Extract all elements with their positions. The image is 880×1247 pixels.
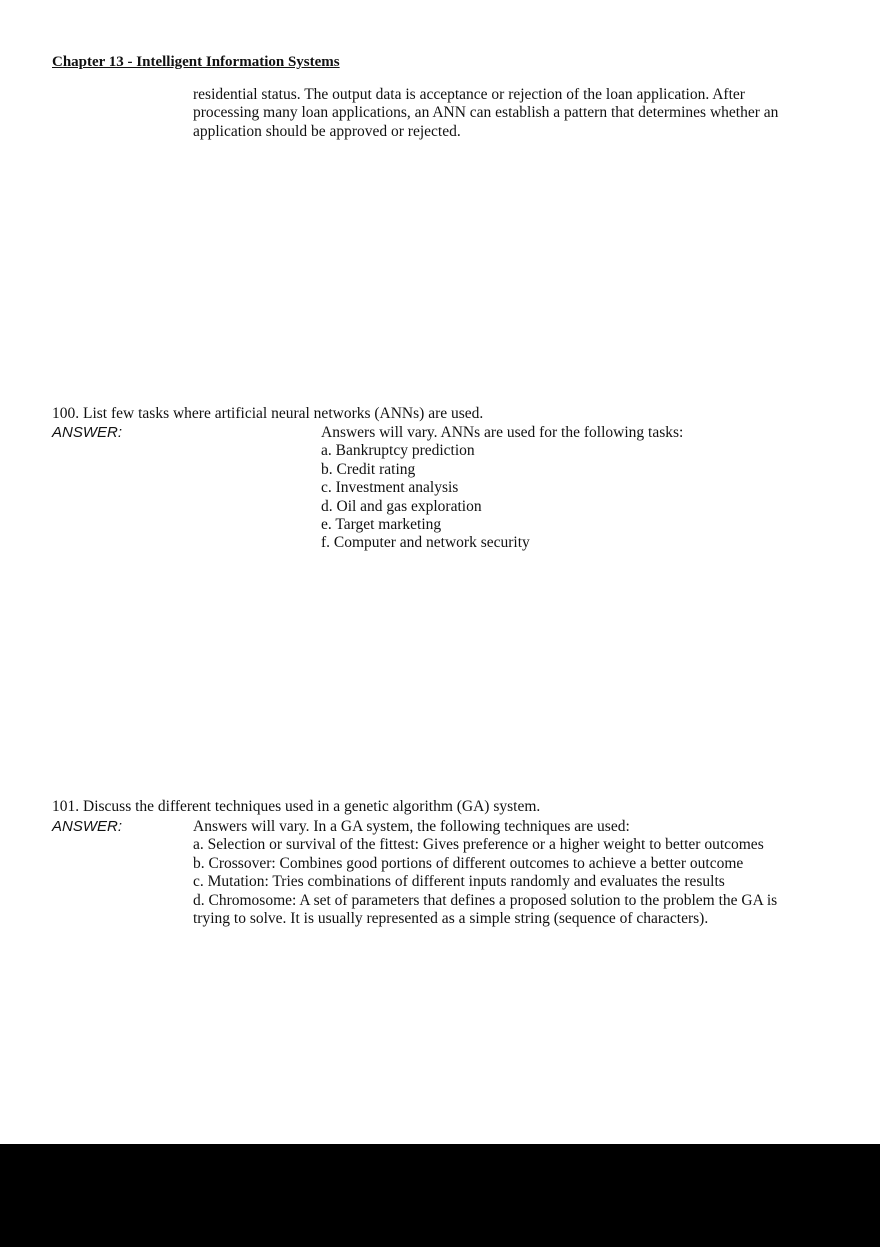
question-101: 101. Discuss the different techniques used in a genetic algorithm (GA) system.	[52, 798, 541, 815]
answer-item: a. Selection or survival of the fittest: Gives preference or a higher weight to better outcomes	[193, 836, 764, 854]
paragraph-line: application should be approved or rejected.	[193, 122, 461, 140]
answer-label-101: ANSWER:	[52, 818, 123, 835]
continuation-paragraph	[193, 86, 778, 141]
paragraph-line: residential status. The output data is acceptance or rejection of the loan application. After	[193, 86, 745, 103]
question-100: 100. List few tasks where artificial neural networks (ANNs) are used.	[52, 405, 484, 422]
answer-item: b. Credit rating	[321, 460, 416, 478]
answer-item: e. Target marketing	[321, 516, 442, 534]
answer-item: d. Oil and gas exploration	[321, 497, 482, 515]
answer-101	[193, 818, 777, 928]
answer-item: c. Mutation: Tries combinations of different inputs randomly and evaluates the results	[193, 873, 725, 891]
answer-label-100: ANSWER:	[52, 424, 123, 441]
answer-intro: Answers will vary. ANNs are used for the following tasks:	[321, 424, 684, 441]
bottom-black-bar	[0, 1144, 880, 1247]
answer-item: d. Chromosome: A set of parameters that defines a proposed solution to the problem the GA is	[193, 891, 778, 909]
answer-item: trying to solve. It is usually represented as a simple string (sequence of characters).	[193, 910, 709, 928]
answer-item: f. Computer and network security	[321, 534, 530, 552]
answer-item: c. Investment analysis	[321, 479, 459, 497]
answer-item: a. Bankruptcy prediction	[321, 442, 475, 460]
chapter-header: Chapter 13 - Intelligent Information Systems	[52, 54, 340, 70]
answer-100	[321, 424, 683, 553]
answer-item: b. Crossover: Combines good portions of different outcomes to achieve a better outcome	[193, 854, 744, 872]
answer-intro: Answers will vary. In a GA system, the following techniques are used:	[193, 818, 630, 835]
paragraph-line: processing many loan applications, an ANN can establish a pattern that determines whether an	[193, 104, 779, 122]
